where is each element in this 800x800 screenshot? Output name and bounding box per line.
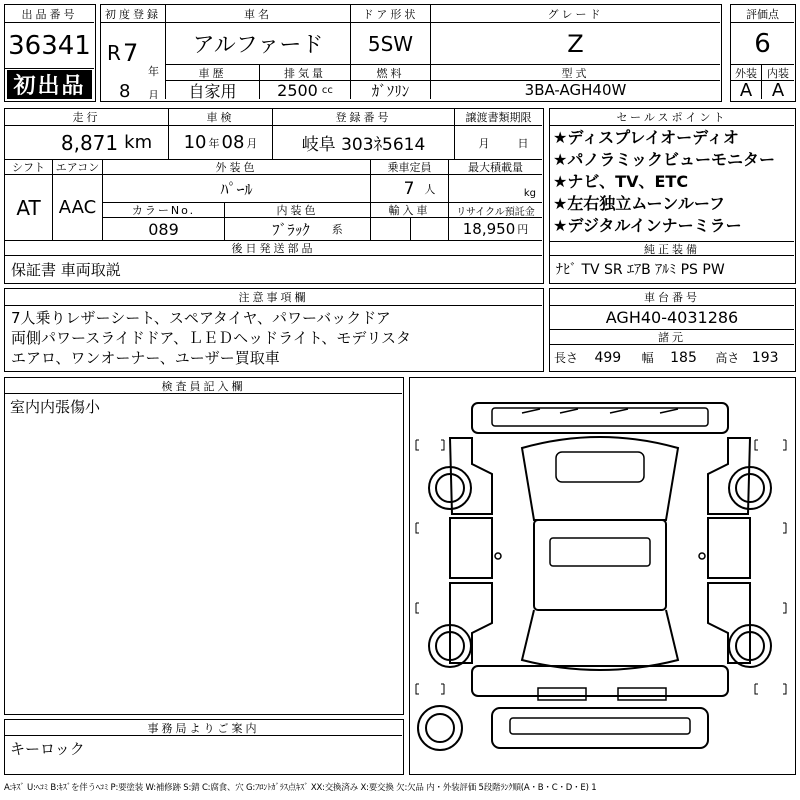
specs-row	[554, 349, 779, 366]
sales-point-item: ★デジタルインナーミラー	[553, 216, 742, 235]
int-color-value: ﾌﾞﾗｯｸ	[272, 220, 310, 239]
inspection-year-unit: 年	[208, 136, 220, 150]
chassis-box	[549, 288, 796, 372]
door-label: ドア形状	[351, 5, 431, 23]
sales-points-list	[553, 127, 775, 237]
inspector-value: 室内内張傷小	[10, 398, 101, 416]
model-value: 3BA-AGH40W	[524, 81, 627, 99]
car-top-view	[450, 403, 750, 748]
sales-point-item: ★パノラミックビューモニター	[553, 150, 776, 169]
history-value: 自家用	[166, 81, 260, 99]
height-label: 高さ	[715, 351, 740, 365]
lot-box	[4, 4, 96, 102]
inspector-box	[4, 377, 404, 715]
width-value: 185	[670, 350, 697, 366]
office-value: キーロック	[10, 740, 85, 758]
ext-score-label: 外装	[731, 65, 762, 81]
first-reg-month: 8	[119, 81, 131, 99]
score-box	[730, 4, 796, 102]
width-label: 幅	[641, 351, 654, 365]
car-diagram	[410, 378, 794, 773]
grade-label: グレード	[431, 5, 720, 23]
shift-value: AT	[5, 175, 53, 241]
equipment-value: ﾅﾋﾞ TV SR ｴｱB ｱﾙﾐ PS PW	[556, 262, 725, 278]
import-value-2	[411, 218, 449, 241]
top-info-block	[100, 4, 722, 102]
length-label: 長さ	[554, 351, 579, 365]
car-name-label: 車名	[166, 5, 351, 23]
transfer-day-unit: 日	[517, 136, 529, 150]
inspection-label: 車検	[169, 109, 273, 126]
first-listing-badge: 初出品	[7, 70, 92, 99]
office-box	[4, 719, 404, 775]
sales-points-label: セールスポイント	[550, 109, 794, 126]
color-no-value: 089	[103, 218, 225, 241]
int-color-cell	[225, 218, 371, 241]
displacement-value: 2500	[277, 81, 318, 99]
lot-number: 36341	[5, 23, 94, 69]
load-unit: kg	[523, 188, 536, 199]
displacement-label: 排気量	[260, 65, 351, 81]
transfer-label: 譲渡書類期限	[455, 109, 542, 126]
score-label: 評価点	[731, 5, 794, 23]
specs-label: 諸元	[550, 330, 794, 345]
lot-label: 出品番号	[5, 5, 94, 23]
equipment-label: 純正装備	[550, 241, 794, 256]
inspection-month: 08	[221, 132, 245, 153]
recycle-label: リサイクル預託金	[449, 203, 542, 218]
load-cell	[449, 175, 542, 203]
transfer-cell	[455, 126, 542, 160]
fuel-label: 燃料	[351, 65, 431, 81]
plate-value: 岐阜 303ﾈ5614	[273, 126, 455, 160]
inspection-month-unit: 月	[246, 136, 258, 150]
chassis-value: AGH40-4031286	[550, 306, 794, 330]
import-label: 輸入車	[371, 203, 449, 218]
sales-point-item: ★ナビ、TV、ETC	[553, 172, 689, 191]
notes-line: 両側パワースライドドア、ＬＥＤヘッドライト、モデリスタ	[11, 329, 412, 347]
length-value: 499	[594, 350, 622, 366]
ext-color-label: 外装色	[103, 160, 371, 175]
inspection-year: 10	[183, 132, 207, 153]
sales-points-box	[549, 108, 796, 284]
details-block	[4, 108, 544, 284]
ext-score-value: A	[731, 81, 762, 99]
first-reg-year: 7	[123, 39, 139, 67]
door-value: 5SW	[351, 23, 431, 65]
capacity-cell	[371, 175, 449, 203]
notes-box	[4, 288, 544, 372]
inspector-label: 検査員記入欄	[5, 378, 402, 394]
model-label: 型式	[431, 65, 720, 81]
height-value: 193	[751, 350, 779, 366]
legend-text: A:ｷｽﾞ U:ﾍｺﾐ B:ｷｽﾞを伴うﾍｺﾐ P:要塗装 W:補修跡 S:錆 C:腐食、穴 G:ﾌﾛﾝﾄｶﾞﾗｽ点ｷｽﾞ XX:交換済み X:要交換 欠:欠品 内・外装評価 5段階ﾗﾝｸ順(A・B・C・D・E) 1	[4, 783, 597, 793]
notes-line: 7人乗りレザーシート、スペアタイヤ、パワーバックドア	[11, 309, 391, 327]
car-name-value: アルファード	[166, 23, 351, 65]
mileage-value: 8,871	[60, 130, 119, 155]
chassis-label: 車台番号	[550, 289, 794, 306]
int-color-unit: 系	[331, 223, 343, 236]
inspection-cell	[169, 126, 273, 160]
ac-value: AAC	[53, 175, 103, 241]
mileage-unit: km	[124, 132, 153, 153]
fuel-value: ｶﾞｿﾘﾝ	[351, 81, 431, 99]
int-score-value: A	[771, 81, 785, 99]
later-parts-label: 後日発送部品	[5, 241, 542, 256]
capacity-value: 7	[403, 178, 415, 199]
ac-label: エアコン	[53, 160, 103, 175]
grade-value: Z	[431, 23, 720, 65]
notes-lines	[11, 308, 411, 368]
first-reg-month-unit: 月	[148, 89, 159, 99]
mileage-cell	[5, 126, 169, 160]
first-reg-era: R	[107, 41, 121, 65]
notes-line: エアロ、ワンオーナー、ユーザー買取車	[11, 349, 280, 367]
later-parts-value: 保証書 車両取説	[11, 260, 121, 279]
displacement-cell	[260, 81, 351, 99]
notes-label: 注意事項欄	[5, 289, 542, 306]
import-value	[371, 218, 411, 241]
recycle-unit: 円	[517, 223, 529, 236]
capacity-unit: 人	[424, 182, 436, 196]
plate-label: 登録番号	[273, 109, 455, 126]
load-label: 最大積載量	[449, 160, 542, 175]
history-label: 車歴	[166, 65, 260, 81]
first-reg-label: 初度登録	[101, 5, 166, 23]
displacement-unit: cc	[321, 84, 333, 96]
ext-color-value: ﾊﾟｰﾙ	[103, 175, 371, 203]
first-reg-year-unit: 年	[148, 65, 159, 78]
color-no-label: カラーNo.	[103, 203, 225, 218]
score-value: 6	[731, 23, 794, 65]
int-color-label: 内装色	[225, 203, 371, 218]
int-score-label: 内装	[762, 65, 794, 81]
recycle-value: 18,950	[462, 220, 516, 238]
capacity-label: 乗車定員	[371, 160, 449, 175]
mileage-label: 走行	[5, 109, 169, 126]
first-reg-year-cell	[101, 23, 166, 99]
sales-point-item: ★左右独立ムーンルーフ	[553, 194, 726, 213]
office-label: 事務局よりご案内	[5, 720, 402, 736]
shift-label: シフト	[5, 160, 53, 175]
sales-point-item: ★ディスプレイオーディオ	[553, 128, 739, 147]
recycle-cell	[449, 218, 542, 241]
car-diagram-box	[409, 377, 796, 775]
transfer-month-unit: 月	[478, 136, 490, 150]
